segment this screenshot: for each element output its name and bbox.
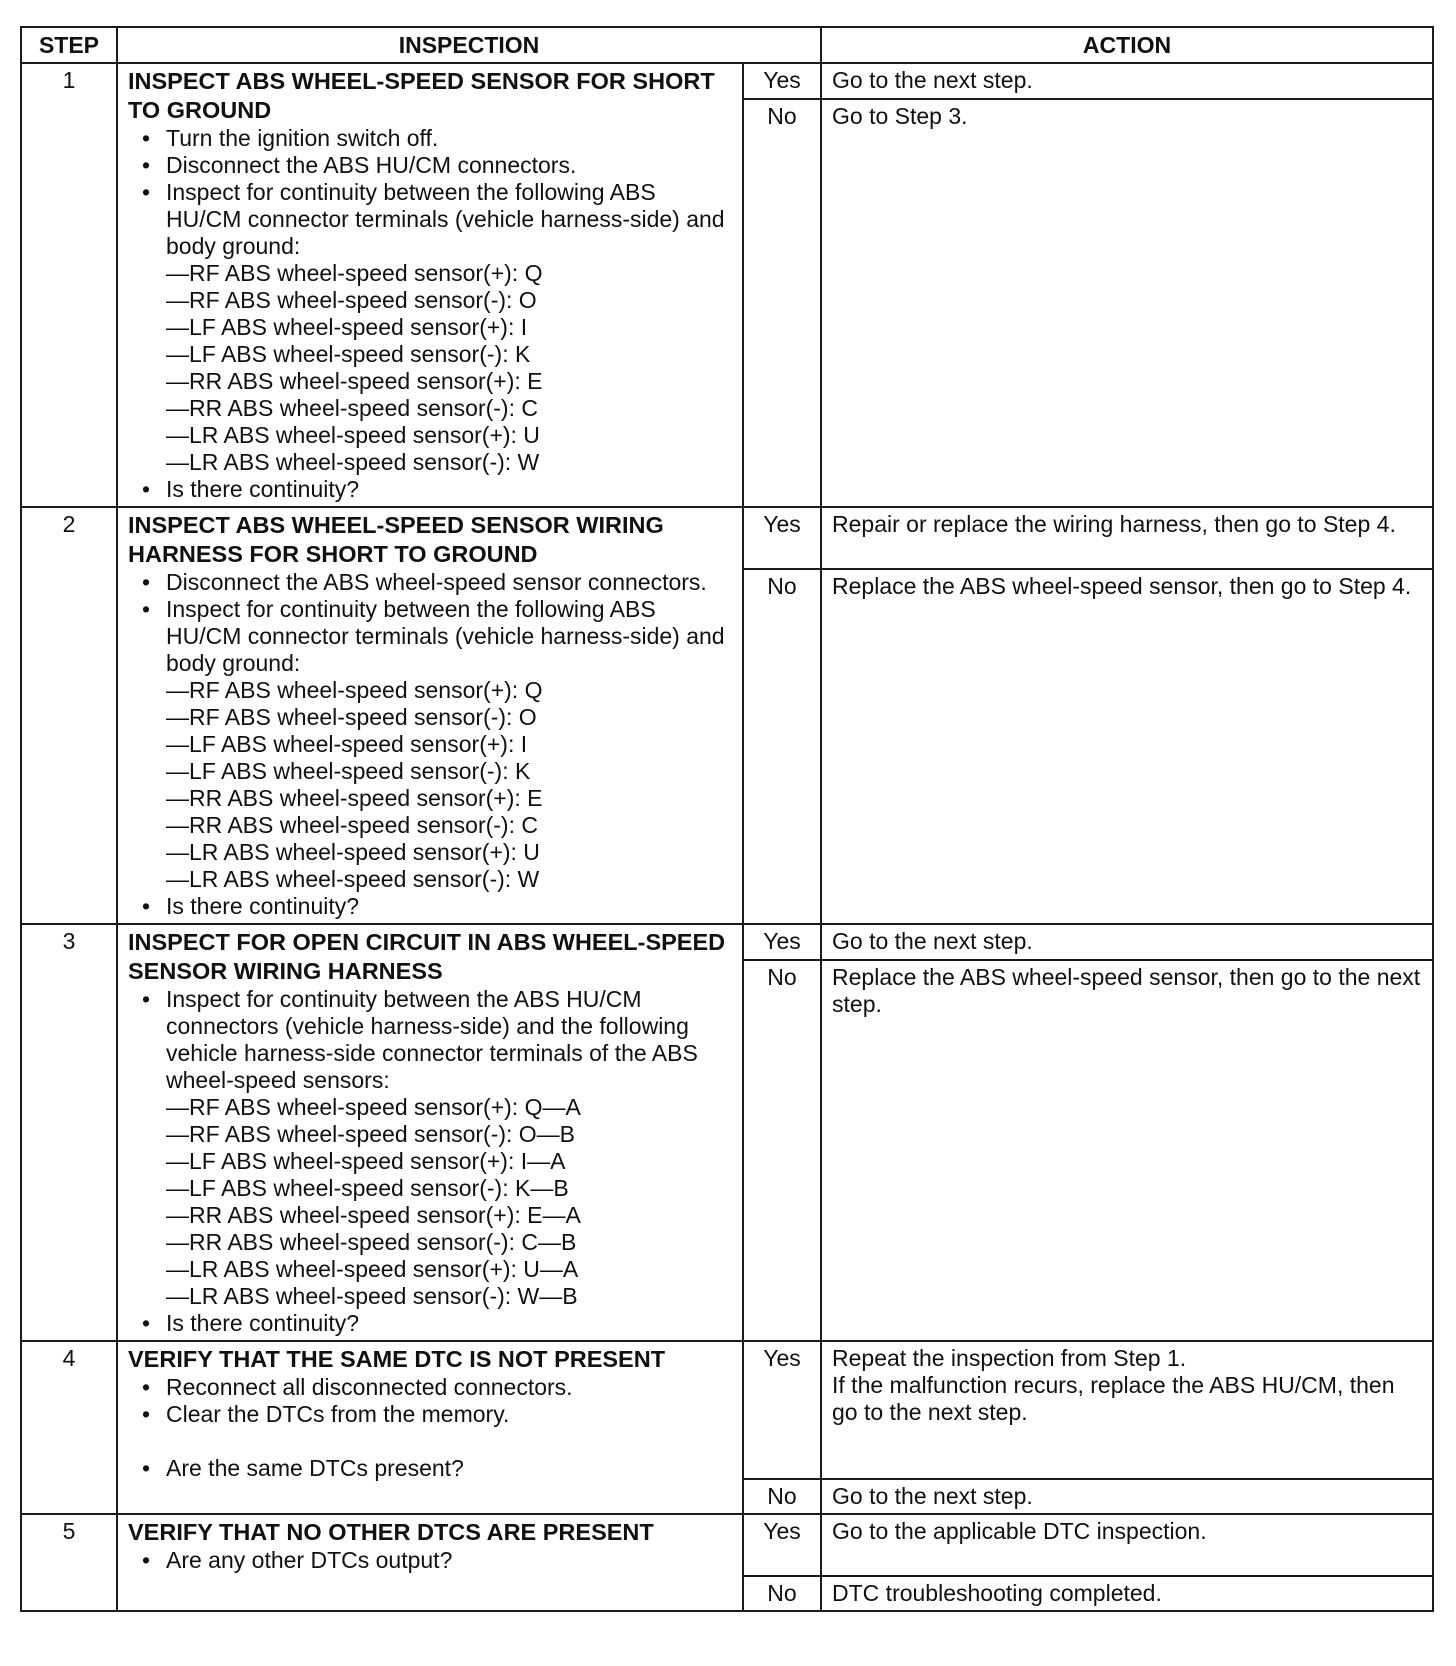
yes-action bbox=[821, 1341, 1433, 1479]
bullet-item bbox=[142, 596, 732, 893]
yes-action: Repair or replace the wiring harness, then go to Step 4. bbox=[821, 507, 1433, 569]
bullet-text: Inspect for continuity between the following ABS HU/CM connector terminals (vehicle harness-side) and body ground: bbox=[166, 179, 725, 259]
sub-item: — RR ABS wheel-speed sensor(-): C bbox=[166, 395, 732, 422]
no-label: No bbox=[743, 569, 821, 924]
bullet-text: Inspect for continuity between the ABS HU/CM connectors (vehicle harness-side) and the following vehicle harness-side connector terminals of the ABS wheel-speed sensors: bbox=[166, 986, 698, 1093]
header-row bbox=[21, 27, 1433, 63]
header-inspection: INSPECTION bbox=[117, 27, 821, 63]
sub-item: — RR ABS wheel-speed sensor(+): E bbox=[166, 368, 732, 395]
yes-label: Yes bbox=[743, 1341, 821, 1479]
sub-item: — RF ABS wheel-speed sensor(+): Q bbox=[166, 677, 732, 704]
bullet-text: Inspect for continuity between the following ABS HU/CM connector terminals (vehicle harness-side) and body ground: bbox=[166, 596, 725, 676]
step-3-inspection bbox=[117, 924, 743, 1341]
sub-item: — LF ABS wheel-speed sensor(-): K bbox=[166, 758, 732, 785]
sub-item: — LR ABS wheel-speed sensor(-): W bbox=[166, 449, 732, 476]
step-4-inspection bbox=[117, 1341, 743, 1514]
no-action: Go to the next step. bbox=[821, 1479, 1433, 1514]
header-action: ACTION bbox=[821, 27, 1433, 63]
question: • Is there continuity? bbox=[142, 1310, 732, 1337]
bullet-item bbox=[142, 986, 732, 1310]
sub-item: — LF ABS wheel-speed sensor(+): I bbox=[166, 731, 732, 758]
step-title: VERIFY THAT NO OTHER DTCS ARE PRESENT bbox=[128, 1519, 654, 1545]
question: • Are the same DTCs present? bbox=[142, 1455, 732, 1482]
step-4-yes-row bbox=[21, 1341, 1433, 1479]
diagnostic-table bbox=[20, 26, 1434, 1612]
sub-item: — LF ABS wheel-speed sensor(+): I bbox=[166, 314, 732, 341]
yes-label: Yes bbox=[743, 63, 821, 99]
yes-action: Go to the next step. bbox=[821, 63, 1433, 99]
bullet-item bbox=[142, 179, 732, 476]
question: • Is there continuity? bbox=[142, 893, 732, 920]
sub-item: — LF ABS wheel-speed sensor(+): I—A bbox=[166, 1148, 732, 1175]
step-1-yes-row bbox=[21, 63, 1433, 99]
step-title: VERIFY THAT THE SAME DTC IS NOT PRESENT bbox=[128, 1346, 666, 1372]
no-label: No bbox=[743, 960, 821, 1341]
step-number: 1 bbox=[21, 63, 117, 507]
sub-item: — LR ABS wheel-speed sensor(-): W—B bbox=[166, 1283, 732, 1310]
no-label: No bbox=[743, 1479, 821, 1514]
no-action: DTC troubleshooting completed. bbox=[821, 1576, 1433, 1611]
question: • Is there continuity? bbox=[142, 476, 732, 503]
question: • Are any other DTCs output? bbox=[142, 1547, 732, 1574]
yes-action-line: Repeat the inspection from Step 1. bbox=[832, 1345, 1187, 1371]
no-action: Go to Step 3. bbox=[821, 99, 1433, 507]
bullet-item: • Reconnect all disconnected connectors. bbox=[142, 1374, 732, 1401]
sub-item: — RR ABS wheel-speed sensor(-): C—B bbox=[166, 1229, 732, 1256]
yes-label: Yes bbox=[743, 1514, 821, 1576]
sub-item: — RF ABS wheel-speed sensor(-): O bbox=[166, 704, 732, 731]
yes-action-line: If the malfunction recurs, replace the ABS HU/CM, then go to the next step. bbox=[832, 1372, 1395, 1425]
sub-item: — LR ABS wheel-speed sensor(+): U bbox=[166, 422, 732, 449]
sub-item: — LR ABS wheel-speed sensor(+): U bbox=[166, 839, 732, 866]
yes-label: Yes bbox=[743, 507, 821, 569]
sub-item: — RF ABS wheel-speed sensor(-): O—B bbox=[166, 1121, 732, 1148]
step-1-inspection bbox=[117, 63, 743, 507]
no-label: No bbox=[743, 1576, 821, 1611]
step-title: INSPECT ABS WHEEL-SPEED SENSOR FOR SHORT TO GROUND bbox=[128, 68, 715, 123]
step-5-inspection bbox=[117, 1514, 743, 1611]
step-2-yes-row bbox=[21, 507, 1433, 569]
diagnostic-page bbox=[20, 26, 1432, 1612]
no-action: Replace the ABS wheel-speed sensor, then go to the next step. bbox=[821, 960, 1433, 1341]
step-title: INSPECT FOR OPEN CIRCUIT IN ABS WHEEL-SPEED SENSOR WIRING HARNESS bbox=[128, 929, 726, 984]
step-5-yes-row bbox=[21, 1514, 1433, 1576]
step-title: INSPECT ABS WHEEL-SPEED SENSOR WIRING HARNESS FOR SHORT TO GROUND bbox=[128, 512, 664, 567]
no-action: Replace the ABS wheel-speed sensor, then go to Step 4. bbox=[821, 569, 1433, 924]
bullet-item: • Disconnect the ABS wheel-speed sensor connectors. bbox=[142, 569, 732, 596]
step-number: 3 bbox=[21, 924, 117, 1341]
step-3-yes-row bbox=[21, 924, 1433, 960]
sub-item: — LR ABS wheel-speed sensor(+): U—A bbox=[166, 1256, 732, 1283]
sub-item: — RF ABS wheel-speed sensor(+): Q bbox=[166, 260, 732, 287]
sub-item: — RR ABS wheel-speed sensor(+): E—A bbox=[166, 1202, 732, 1229]
sub-item: — LF ABS wheel-speed sensor(-): K—B bbox=[166, 1175, 732, 1202]
step-2-inspection bbox=[117, 507, 743, 924]
sub-item: — LF ABS wheel-speed sensor(-): K bbox=[166, 341, 732, 368]
sub-item: — RR ABS wheel-speed sensor(-): C bbox=[166, 812, 732, 839]
yes-label: Yes bbox=[743, 924, 821, 960]
bullet-item: • Clear the DTCs from the memory. bbox=[142, 1401, 732, 1428]
header-step: STEP bbox=[21, 27, 117, 63]
sub-item: — LR ABS wheel-speed sensor(-): W bbox=[166, 866, 732, 893]
yes-action: Go to the next step. bbox=[821, 924, 1433, 960]
yes-action: Go to the applicable DTC inspection. bbox=[821, 1514, 1433, 1576]
step-number: 5 bbox=[21, 1514, 117, 1611]
bullet-item: • Disconnect the ABS HU/CM connectors. bbox=[142, 152, 732, 179]
sub-item: — RF ABS wheel-speed sensor(-): O bbox=[166, 287, 732, 314]
sub-item: — RF ABS wheel-speed sensor(+): Q—A bbox=[166, 1094, 732, 1121]
bullet-item: • Turn the ignition switch off. bbox=[142, 125, 732, 152]
step-number: 4 bbox=[21, 1341, 117, 1514]
step-number: 2 bbox=[21, 507, 117, 924]
sub-item: — RR ABS wheel-speed sensor(+): E bbox=[166, 785, 732, 812]
no-label: No bbox=[743, 99, 821, 507]
